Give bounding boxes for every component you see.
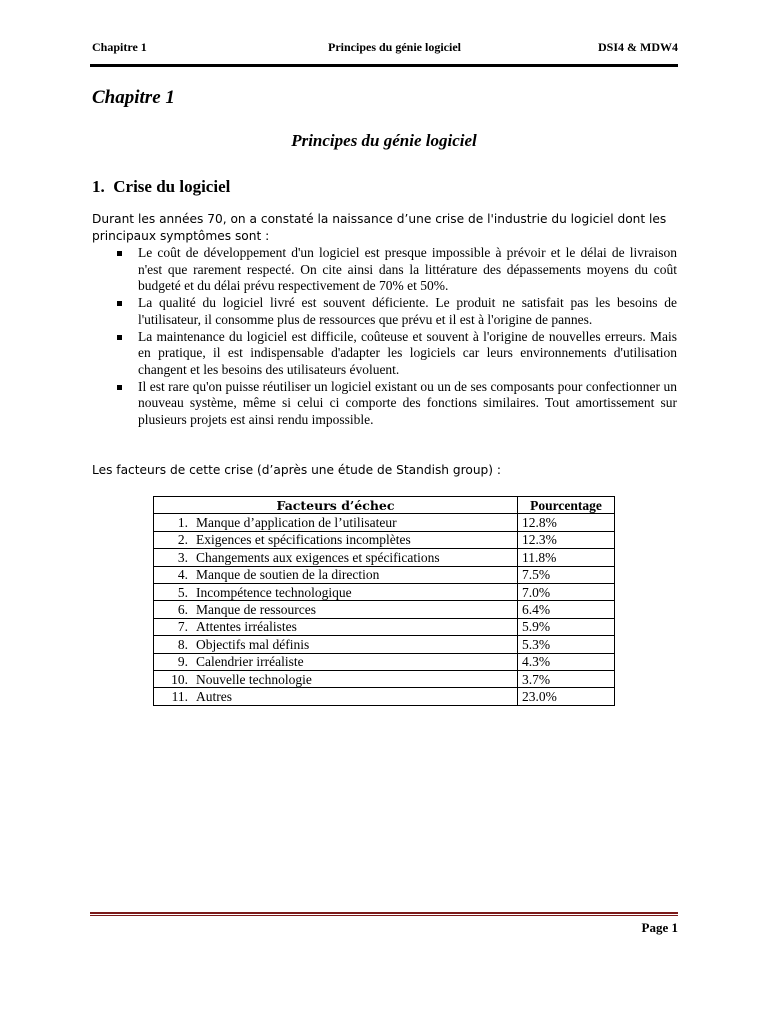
header-chapter: Chapitre 1 — [92, 40, 147, 54]
table-row — [154, 601, 615, 618]
table-row — [154, 583, 615, 600]
factor-cell — [154, 636, 518, 653]
factors-intro: Les facteurs de cette crise (d’après une étude de Standish group) : — [92, 463, 502, 477]
factor-cell — [154, 618, 518, 635]
factor-cell — [154, 531, 518, 548]
failure-factors-table — [153, 496, 615, 706]
factor-label: Changements aux exigences et spécifications — [196, 549, 440, 565]
factor-number: 4. — [177, 567, 188, 583]
factor-label: Manque de soutien de la direction — [196, 567, 380, 583]
percentage-cell: 12.3% — [518, 531, 615, 548]
column-header-factor: Facteurs d’échec — [154, 497, 518, 514]
list-item-text: Le coût de développement d'un logiciel est presque impossible à prévoir et le délai de livraison n'est que rarement respecté. On cite ainsi dans la littérature des dépassements moyens du coût budgeté et du délai prévu respectivement de 70% et 50%. — [138, 245, 677, 294]
list-item-text: Il est rare qu'on puisse réutiliser un logiciel existant ou un de ses composants pour confectionner un nouveau système, même si celui ci comporte des fonctions similaires. Tout amortissement sur plusieurs projets est ainsi rendu impossible. — [138, 378, 677, 428]
factor-number: 5. — [177, 584, 188, 600]
table-row — [154, 566, 615, 583]
intro-paragraph: Durant les années 70, on a constaté la naissance d’une crise de l'industrie du logiciel dont les principaux symptômes sont : — [92, 212, 667, 243]
percentage-cell: 5.9% — [518, 618, 615, 635]
section-title: Crise du logiciel — [113, 177, 231, 196]
percentage-cell: 12.8% — [518, 514, 615, 531]
table-body — [154, 514, 615, 705]
factor-cell — [154, 583, 518, 600]
square-bullet-icon — [117, 385, 122, 390]
table-row — [154, 531, 615, 548]
percentage-cell: 7.0% — [518, 583, 615, 600]
column-header-percentage: Pourcentage — [518, 497, 615, 514]
table-row — [154, 688, 615, 705]
list-item-text: La maintenance du logiciel est difficile, coûteuse et souvent à l'origine de nouvelles erreurs. Mais en pratique, il est indispensable d'adapter les logiciels car leurs environnements d'utilisation changent et les besoins des utilisateurs évoluent. — [138, 328, 677, 377]
factor-label: Nouvelle technologie — [196, 671, 312, 687]
table-row — [154, 653, 615, 670]
square-bullet-icon — [117, 301, 122, 306]
factor-label: Attentes irréalistes — [196, 619, 297, 635]
factor-cell — [154, 549, 518, 566]
footer-divider — [90, 912, 678, 914]
factor-number: 2. — [177, 532, 188, 548]
list-item — [117, 245, 677, 295]
percentage-cell: 5.3% — [518, 636, 615, 653]
header-divider — [90, 64, 678, 67]
list-item — [117, 379, 677, 429]
percentage-cell: 23.0% — [518, 688, 615, 705]
factor-number: 8. — [177, 636, 188, 652]
factor-number: 6. — [177, 602, 188, 618]
factor-number: 11. — [171, 688, 188, 704]
factor-cell — [154, 566, 518, 583]
section-number: 1. — [92, 177, 105, 196]
failure-factors-table-container — [153, 496, 615, 706]
factor-number: 1. — [177, 515, 188, 531]
table-row — [154, 549, 615, 566]
factor-label: Calendrier irréaliste — [196, 654, 304, 670]
table-row — [154, 514, 615, 531]
header-course: DSI4 & MDW4 — [598, 40, 678, 54]
document-title: Principes du génie logiciel — [291, 131, 477, 150]
factor-label: Autres — [196, 688, 232, 704]
factor-cell — [154, 670, 518, 687]
percentage-cell: 4.3% — [518, 653, 615, 670]
factor-number: 9. — [177, 654, 188, 670]
percentage-cell: 3.7% — [518, 670, 615, 687]
chapter-label: Chapitre 1 — [92, 87, 175, 108]
factor-label: Manque d’application de l’utilisateur — [196, 515, 397, 531]
factor-label: Objectifs mal définis — [196, 636, 310, 652]
section-heading — [92, 177, 230, 197]
list-item — [117, 329, 677, 379]
footer-divider-thin — [90, 915, 678, 916]
factor-label: Exigences et spécifications incomplètes — [196, 532, 411, 548]
percentage-cell: 6.4% — [518, 601, 615, 618]
factor-number: 10. — [171, 671, 188, 687]
factor-number: 3. — [177, 549, 188, 565]
table-row — [154, 636, 615, 653]
factor-number: 7. — [177, 619, 188, 635]
square-bullet-icon — [117, 251, 122, 256]
table-row — [154, 618, 615, 635]
factor-cell — [154, 688, 518, 705]
page-number: Page 1 — [641, 920, 678, 935]
factor-cell — [154, 653, 518, 670]
page-header — [92, 40, 678, 56]
percentage-cell: 11.8% — [518, 549, 615, 566]
list-item-text: La qualité du logiciel livré est souvent déficiente. Le produit ne satisfait pas les besoins de l'utilisateur, il consomme plus de ressources que prévu et il est à l'origine de pannes. — [138, 295, 677, 327]
factor-label: Incompétence technologique — [196, 584, 352, 600]
symptoms-list — [117, 245, 677, 429]
square-bullet-icon — [117, 335, 122, 340]
table-header-row — [154, 497, 615, 514]
list-item — [117, 295, 677, 328]
factor-label: Manque de ressources — [196, 602, 316, 618]
factor-cell — [154, 514, 518, 531]
table-row — [154, 670, 615, 687]
header-title: Principes du génie logiciel — [328, 40, 461, 54]
percentage-cell: 7.5% — [518, 566, 615, 583]
factor-cell — [154, 601, 518, 618]
